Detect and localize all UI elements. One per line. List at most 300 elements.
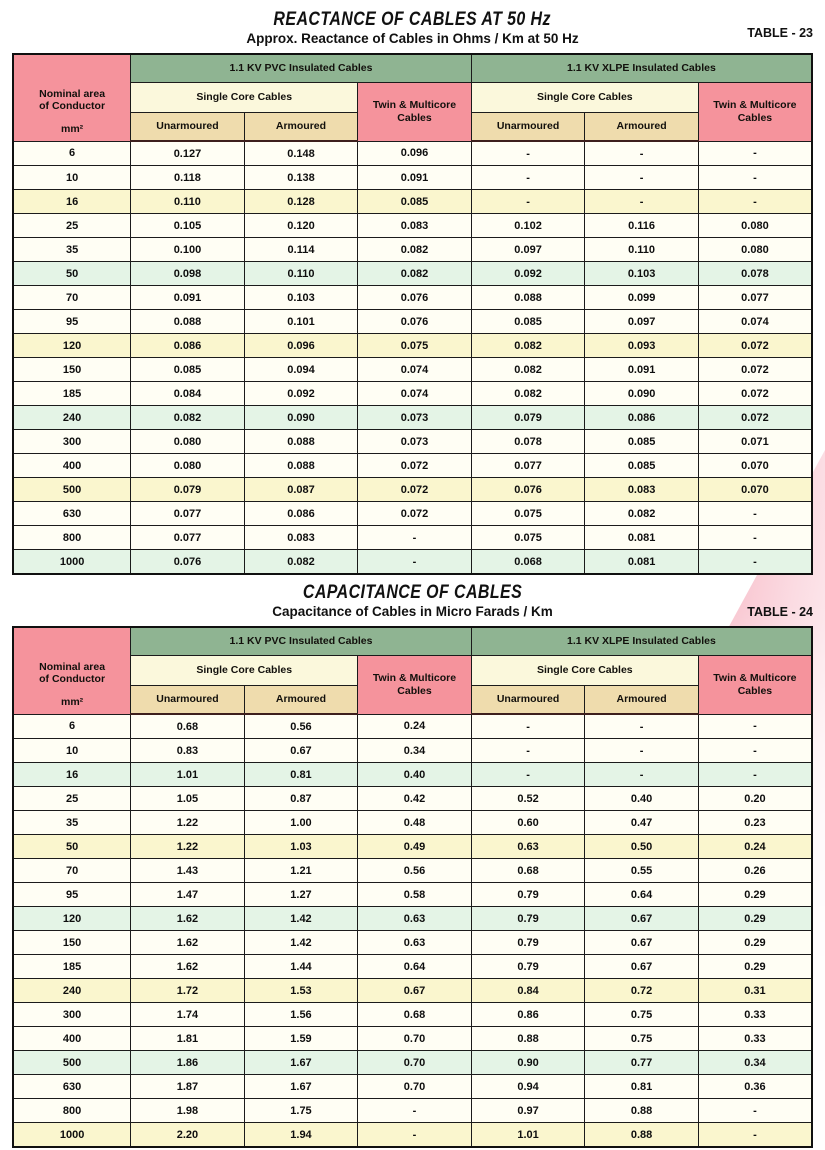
cell-value: 0.072 [698,334,812,358]
cell-value: 0.31 [698,979,812,1003]
cell-value: 0.42 [358,787,472,811]
table-row [13,1051,812,1075]
cell-value: 1.27 [244,883,358,907]
header-pvc-armoured: Armoured [244,686,358,715]
cell-value: 1.00 [244,811,358,835]
table-row [13,907,812,931]
cell-conductor-area: 95 [13,883,131,907]
cell-value: 0.080 [131,430,245,454]
cell-value: 0.67 [585,955,699,979]
table-row [13,526,812,550]
cell-value: 1.59 [244,1027,358,1051]
cell-value: 0.68 [358,1003,472,1027]
cell-value: 1.67 [244,1075,358,1099]
header-xlpe-armoured: Armoured [585,113,699,142]
table-row [13,714,812,739]
cell-value: 0.076 [471,478,585,502]
header-unit-mm2: mm² [61,695,84,708]
header-xlpe-group: 1.1 KV XLPE Insulated Cables [471,54,812,83]
table-row [13,406,812,430]
table-row [13,859,812,883]
cell-value: 0.40 [358,763,472,787]
capacitance-title [0,583,825,603]
header-nominal-area-text: Nominal area of Conductor [39,87,106,113]
cell-value: 0.082 [585,502,699,526]
cell-value: 0.128 [244,190,358,214]
capacitance-subtitle: Capacitance of Cables in Micro Farads / Km [272,604,553,619]
header-pvc-twin-multicore: Twin & Multicore Cables [358,83,472,142]
cell-conductor-area: 300 [13,1003,131,1027]
cell-conductor-area: 1000 [13,1123,131,1148]
cell-conductor-area: 120 [13,907,131,931]
cell-conductor-area: 16 [13,190,131,214]
cell-conductor-area: 630 [13,502,131,526]
cell-value: 0.63 [358,907,472,931]
cell-value: 0.33 [698,1003,812,1027]
header-xlpe-unarmoured: Unarmoured [471,686,585,715]
cell-value: - [358,526,472,550]
header-xlpe-twin-multicore: Twin & Multicore Cables [698,656,812,715]
cell-value: 0.34 [698,1051,812,1075]
cell-value: 0.79 [471,955,585,979]
reactance-table [12,53,813,575]
header-xlpe-single-core: Single Core Cables [471,83,698,113]
cell-value: 0.085 [358,190,472,214]
cell-value: 0.072 [358,478,472,502]
cell-conductor-area: 630 [13,1075,131,1099]
header-xlpe-twin-multicore: Twin & Multicore Cables [698,83,812,142]
cell-value: 0.100 [131,238,245,262]
header-xlpe-group: 1.1 KV XLPE Insulated Cables [471,627,812,656]
cell-value: 0.86 [471,1003,585,1027]
cell-value: 1.72 [131,979,245,1003]
cell-value: 0.081 [585,526,699,550]
cell-value: 0.077 [131,502,245,526]
cell-value: 0.67 [358,979,472,1003]
capacitance-table [12,626,813,1148]
cell-value: 1.67 [244,1051,358,1075]
cell-value: 0.116 [585,214,699,238]
cell-value: 0.074 [358,358,472,382]
header-pvc-single-core: Single Core Cables [131,656,358,686]
cell-conductor-area: 185 [13,955,131,979]
cell-value: - [698,739,812,763]
header-pvc-armoured: Armoured [244,113,358,142]
cell-value: 0.70 [358,1027,472,1051]
cell-value: 0.34 [358,739,472,763]
cell-value: 0.075 [471,502,585,526]
table-row [13,1123,812,1148]
table-row [13,214,812,238]
cell-value: - [585,739,699,763]
table-row [13,262,812,286]
cell-value: - [585,714,699,739]
cell-value: 0.072 [698,382,812,406]
table-row [13,1027,812,1051]
cell-value: 1.05 [131,787,245,811]
cell-value: 1.03 [244,835,358,859]
cell-value: 0.114 [244,238,358,262]
cell-value: 0.55 [585,859,699,883]
cell-conductor-area: 50 [13,835,131,859]
table-row [13,310,812,334]
table-row [13,502,812,526]
header-pvc-unarmoured: Unarmoured [131,113,245,142]
cell-value: 0.075 [471,526,585,550]
table-row [13,286,812,310]
cell-value: 0.103 [585,262,699,286]
table-row [13,166,812,190]
cell-value: 0.082 [471,382,585,406]
cell-value: 0.50 [585,835,699,859]
cell-value: 0.68 [131,714,245,739]
cell-conductor-area: 300 [13,430,131,454]
cell-value: 0.090 [244,406,358,430]
cell-value: 0.36 [698,1075,812,1099]
cell-value: 0.093 [585,334,699,358]
cell-value: 0.082 [471,334,585,358]
cell-value: 0.29 [698,955,812,979]
table-row [13,739,812,763]
cell-value: 0.29 [698,907,812,931]
header-unit-mm2: mm² [61,122,84,135]
table-24-label: TABLE - 24 [747,605,813,619]
header-nominal-area-cell [13,54,131,141]
cell-value: 0.81 [244,763,358,787]
header-pvc-group: 1.1 KV PVC Insulated Cables [131,627,472,656]
header-nominal-area-text: Nominal area of Conductor [39,660,106,686]
cell-value: 0.20 [698,787,812,811]
cell-value: 0.49 [358,835,472,859]
header-pvc-single-core: Single Core Cables [131,83,358,113]
table-row [13,382,812,406]
cell-value: - [471,763,585,787]
cell-value: 0.88 [585,1123,699,1148]
cell-value: 0.101 [244,310,358,334]
cell-value: 0.105 [131,214,245,238]
cell-value: - [471,141,585,166]
cell-value: 0.096 [244,334,358,358]
cell-value: 0.097 [471,238,585,262]
cell-value: 1.21 [244,859,358,883]
cell-value: 0.097 [585,310,699,334]
cell-value: 0.29 [698,883,812,907]
cell-value: - [698,763,812,787]
cell-value: 0.079 [471,406,585,430]
cell-value: 0.088 [131,310,245,334]
cell-value: 1.22 [131,811,245,835]
cell-conductor-area: 6 [13,714,131,739]
cell-conductor-area: 35 [13,811,131,835]
cell-value: 0.092 [471,262,585,286]
cell-value: 0.085 [585,430,699,454]
cell-value: 0.084 [131,382,245,406]
cell-value: 0.64 [585,883,699,907]
cell-value: - [698,190,812,214]
cell-value: 0.087 [244,478,358,502]
table-row [13,1099,812,1123]
capacitance-section [0,575,825,1148]
cell-value: 0.077 [471,454,585,478]
header-xlpe-armoured: Armoured [585,686,699,715]
cell-value: - [698,714,812,739]
cell-value: 0.26 [698,859,812,883]
cell-conductor-area: 150 [13,358,131,382]
reactance-title [0,10,825,30]
cell-value: 1.81 [131,1027,245,1051]
cell-value: 0.56 [244,714,358,739]
cell-value: 0.88 [585,1099,699,1123]
cell-value: 0.070 [698,454,812,478]
cell-value: 0.082 [358,262,472,286]
cell-value: 0.082 [244,550,358,575]
cell-value: 0.083 [585,478,699,502]
cell-value: 0.110 [585,238,699,262]
cell-value: 0.110 [131,190,245,214]
cell-value: 0.118 [131,166,245,190]
cell-value: 0.076 [358,286,472,310]
cell-value: 0.072 [698,406,812,430]
cell-value: 1.62 [131,931,245,955]
cell-value: 0.082 [131,406,245,430]
cell-value: 0.81 [585,1075,699,1099]
cell-value: 0.083 [244,526,358,550]
table-row [13,358,812,382]
cell-conductor-area: 25 [13,214,131,238]
cell-value: 0.086 [244,502,358,526]
cell-value: 0.080 [698,238,812,262]
cell-value: 0.47 [585,811,699,835]
cell-value: 0.70 [358,1075,472,1099]
cell-value: 0.40 [585,787,699,811]
cell-value: 1.98 [131,1099,245,1123]
cell-value: 0.083 [358,214,472,238]
cell-conductor-area: 6 [13,141,131,166]
cell-value: 0.24 [698,835,812,859]
cell-conductor-area: 800 [13,526,131,550]
cell-conductor-area: 50 [13,262,131,286]
table-23-label: TABLE - 23 [747,26,813,40]
cell-value: 0.90 [471,1051,585,1075]
header-xlpe-single-core: Single Core Cables [471,656,698,686]
cell-value: - [698,166,812,190]
cell-value: 0.091 [358,166,472,190]
cell-value: 0.103 [244,286,358,310]
cell-conductor-area: 800 [13,1099,131,1123]
cell-value: - [585,763,699,787]
cell-value: 0.48 [358,811,472,835]
cell-value: 0.074 [698,310,812,334]
cell-value: 0.085 [131,358,245,382]
cell-value: 0.082 [358,238,472,262]
table-row [13,835,812,859]
cell-conductor-area: 95 [13,310,131,334]
cell-value: 0.075 [358,334,472,358]
cell-value: 0.091 [131,286,245,310]
cell-conductor-area: 35 [13,238,131,262]
cell-value: - [585,190,699,214]
table-row [13,787,812,811]
cell-value: 0.83 [131,739,245,763]
cell-conductor-area: 25 [13,787,131,811]
cell-value: 0.091 [585,358,699,382]
cell-conductor-area: 150 [13,931,131,955]
cell-value: 1.86 [131,1051,245,1075]
header-pvc-group: 1.1 KV PVC Insulated Cables [131,54,472,83]
cell-value: 1.47 [131,883,245,907]
cell-value: 1.22 [131,835,245,859]
cell-value: 1.53 [244,979,358,1003]
cell-value: 0.080 [131,454,245,478]
cell-value: 0.099 [585,286,699,310]
cell-value: 1.75 [244,1099,358,1123]
cell-value: 0.088 [244,454,358,478]
cell-value: 1.62 [131,955,245,979]
cell-value: 0.63 [358,931,472,955]
cell-value: 0.070 [698,478,812,502]
capacitance-title-text: CAPACITANCE OF CABLES [302,582,523,603]
table-row [13,883,812,907]
cell-value: 1.43 [131,859,245,883]
table-row [13,141,812,166]
cell-conductor-area: 400 [13,1027,131,1051]
cell-value: - [585,141,699,166]
cell-conductor-area: 120 [13,334,131,358]
cell-value: 0.086 [131,334,245,358]
cell-value: 1.01 [131,763,245,787]
cell-value: - [698,141,812,166]
cell-value: 2.20 [131,1123,245,1148]
cell-value: 1.74 [131,1003,245,1027]
cell-value: 0.073 [358,430,472,454]
cell-value: 0.75 [585,1003,699,1027]
cell-value: 0.97 [471,1099,585,1123]
cell-conductor-area: 10 [13,739,131,763]
cell-value: 0.072 [698,358,812,382]
cell-value: - [358,1123,472,1148]
cell-value: 0.84 [471,979,585,1003]
cell-value: 0.098 [131,262,245,286]
table-row [13,238,812,262]
cell-conductor-area: 16 [13,763,131,787]
cell-value: 0.64 [358,955,472,979]
cell-value: 0.70 [358,1051,472,1075]
cell-value: 0.75 [585,1027,699,1051]
cell-value: - [471,739,585,763]
cell-value: 1.42 [244,931,358,955]
cell-value: 1.44 [244,955,358,979]
cell-conductor-area: 1000 [13,550,131,575]
cell-value: 0.074 [358,382,472,406]
cell-value: 0.092 [244,382,358,406]
cell-value: 1.56 [244,1003,358,1027]
table-row [13,979,812,1003]
cell-value: 0.068 [471,550,585,575]
cell-value: - [358,1099,472,1123]
cell-value: 0.071 [698,430,812,454]
cell-value: 0.52 [471,787,585,811]
cell-value: 0.094 [244,358,358,382]
table-row [13,811,812,835]
table-row [13,190,812,214]
cell-value: 0.072 [358,454,472,478]
reactance-subtitle: Approx. Reactance of Cables in Ohms / Km at 50 Hz [246,31,579,46]
table-row [13,955,812,979]
cell-value: 0.68 [471,859,585,883]
cell-value: 0.79 [471,907,585,931]
cell-value: 0.086 [585,406,699,430]
cell-conductor-area: 70 [13,286,131,310]
cell-value: 0.076 [131,550,245,575]
cell-value: 0.87 [244,787,358,811]
table-row [13,334,812,358]
cell-value: - [698,550,812,575]
table-row [13,478,812,502]
cell-value: 0.088 [244,430,358,454]
table-row [13,1003,812,1027]
cell-value: 0.080 [698,214,812,238]
cell-value: 1.42 [244,907,358,931]
header-nominal-area-cell [13,627,131,714]
cell-value: 0.23 [698,811,812,835]
cell-value: - [358,550,472,575]
cell-value: 0.077 [131,526,245,550]
cell-value: 0.67 [585,931,699,955]
cell-value: 0.24 [358,714,472,739]
cell-value: 0.096 [358,141,472,166]
cell-value: - [698,1123,812,1148]
cell-value: 0.58 [358,883,472,907]
cell-value: - [698,1099,812,1123]
cell-value: 1.87 [131,1075,245,1099]
table-row [13,430,812,454]
cell-value: 0.077 [698,286,812,310]
cell-value: - [698,526,812,550]
cell-value: - [471,190,585,214]
cell-conductor-area: 400 [13,454,131,478]
table-row [13,454,812,478]
cell-value: 0.102 [471,214,585,238]
cell-value: 0.079 [131,478,245,502]
cell-value: 0.29 [698,931,812,955]
cell-value: 0.67 [244,739,358,763]
cell-value: 0.078 [471,430,585,454]
cell-value: 0.127 [131,141,245,166]
header-pvc-twin-multicore: Twin & Multicore Cables [358,656,472,715]
cell-value: - [698,502,812,526]
cell-value: 0.110 [244,262,358,286]
cell-value: 0.085 [585,454,699,478]
cell-value: 0.085 [471,310,585,334]
table-row [13,550,812,575]
cell-value: 0.072 [358,502,472,526]
cell-value: 0.081 [585,550,699,575]
cell-value: 0.090 [585,382,699,406]
cell-value: 0.120 [244,214,358,238]
cell-value: 1.94 [244,1123,358,1148]
cell-value: 0.63 [471,835,585,859]
cell-conductor-area: 500 [13,478,131,502]
cell-value: - [585,166,699,190]
cell-value: 0.33 [698,1027,812,1051]
cell-value: 0.79 [471,883,585,907]
table-row [13,931,812,955]
cell-conductor-area: 70 [13,859,131,883]
cell-value: 0.88 [471,1027,585,1051]
cell-value: 0.60 [471,811,585,835]
cell-value: 0.073 [358,406,472,430]
header-pvc-unarmoured: Unarmoured [131,686,245,715]
